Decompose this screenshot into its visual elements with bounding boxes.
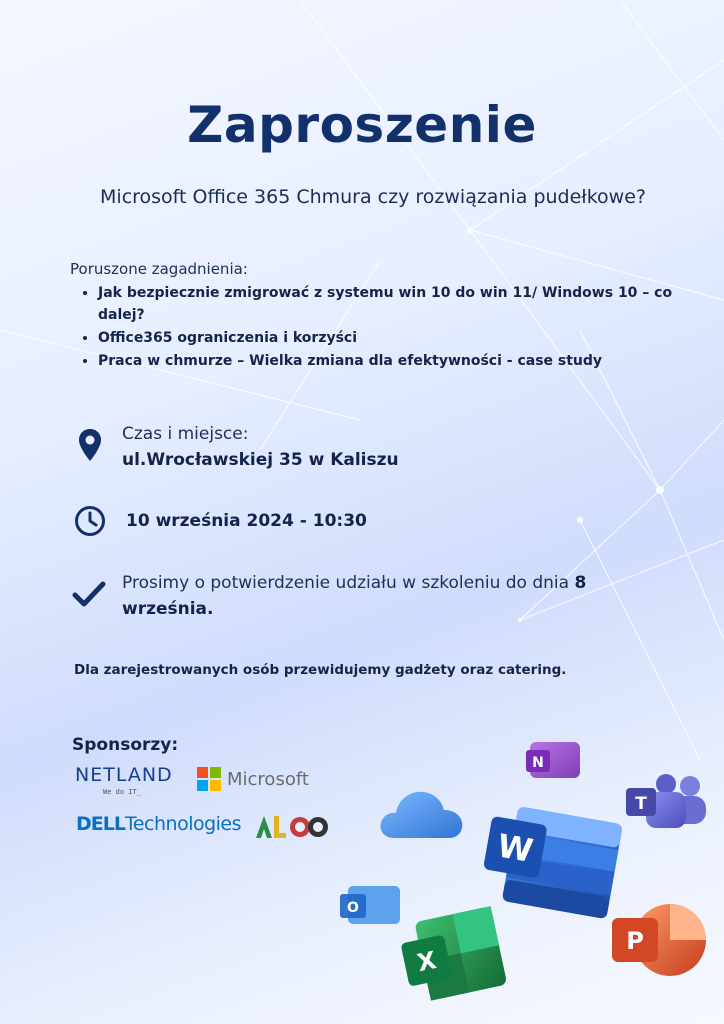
topics-label: Poruszone zagadnienia: [70, 260, 248, 278]
microsoft-name: Microsoft [227, 768, 309, 790]
confirmation-deadline: 8 września. [122, 573, 587, 619]
dell-name: DELL [76, 813, 125, 835]
microsoft-windows-icon [197, 767, 221, 791]
onenote-icon [524, 738, 584, 782]
dell-technologies-logo [76, 813, 241, 835]
svg-text:P: P [626, 927, 644, 955]
page-title: Zaproszenie [187, 96, 537, 154]
netland-name: NETLAND [75, 764, 173, 786]
topic-item: • Praca w chmurze – Wielka zmiana dla efektywności - case study [98, 350, 678, 372]
outlook-icon [336, 880, 406, 930]
svg-text:X: X [414, 945, 439, 978]
netland-tagline: We do IT_ [103, 788, 141, 796]
svg-text:T: T [635, 794, 647, 814]
also-logo [256, 814, 328, 840]
teams-icon [620, 772, 712, 832]
netland-logo [75, 764, 173, 796]
confirmation-prefix: Prosimy o potwierdzenie udziału w szkoleniu do dnia [122, 573, 575, 593]
location-pin-icon [78, 428, 102, 462]
confirmation-text [122, 570, 602, 622]
checkmark-icon [72, 580, 106, 608]
gadgets-note: Dla zarejestrowanych osób przewidujemy gadżety oraz catering. [74, 662, 567, 678]
topic-item: • Jak bezpiecznie zmigrować z systemu win 10 do win 11/ Windows 10 – co dalej? [98, 282, 678, 326]
onedrive-icon [376, 782, 466, 844]
svg-text:N: N [532, 755, 544, 771]
clock-icon [74, 505, 106, 537]
place-value: ul.Wrocławskiej 35 w Kaliszu [122, 450, 399, 470]
topics-list [78, 282, 678, 373]
svg-text:W: W [494, 826, 536, 871]
svg-text:O: O [347, 900, 359, 916]
powerpoint-icon [608, 900, 712, 986]
event-datetime: 10 września 2024 - 10:30 [126, 511, 367, 531]
microsoft-logo [197, 767, 309, 791]
sponsors-label: Sponsorzy: [72, 735, 179, 755]
excel-icon [398, 905, 508, 1005]
page-subtitle: Microsoft Office 365 Chmura czy rozwiązania pudełkowe? [100, 186, 646, 208]
topic-item: • Office365 ograniczenia i korzyści [98, 327, 678, 349]
dell-technologies-name: Technologies [124, 813, 242, 835]
place-label: Czas i miejsce: [122, 424, 249, 444]
